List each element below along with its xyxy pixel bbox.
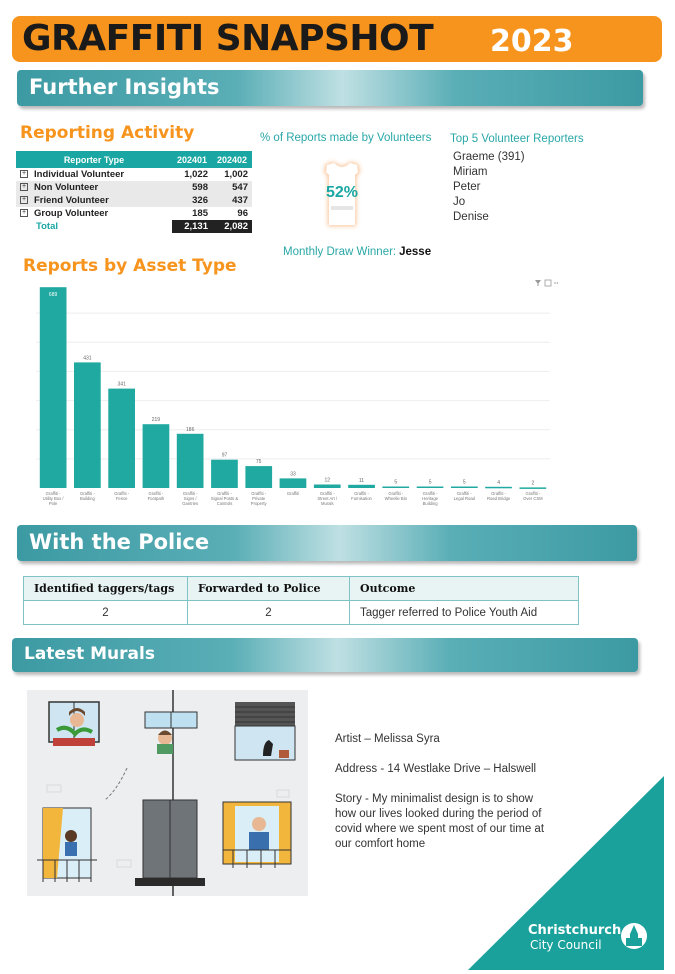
category-label [211, 491, 238, 506]
bar[interactable] [451, 487, 478, 489]
data-label: 2 [531, 480, 535, 487]
category-label-line: Graffiti - [319, 491, 335, 496]
section-with-police-label: With the Police [29, 530, 210, 554]
category-label-line: Building [422, 501, 438, 506]
reporter-type-cell [16, 194, 172, 207]
list-item: Miriam [453, 166, 488, 178]
reporting-activity-heading: Reporting Activity [20, 123, 195, 143]
data-label: 97 [221, 452, 228, 459]
council-logo-line2: City Council [530, 938, 602, 952]
category-label-line: Legal Road [453, 496, 476, 501]
list-item: Peter [453, 181, 481, 193]
category-label-line: Fence [115, 496, 128, 501]
category-label [80, 491, 96, 501]
expand-icon[interactable]: + [21, 209, 27, 217]
bar[interactable] [74, 362, 101, 488]
table-header-row [16, 151, 252, 168]
col-outcome: Outcome [350, 577, 579, 601]
total-value: 2,082 [212, 220, 252, 233]
bar[interactable] [382, 487, 409, 489]
data-label: 11 [358, 477, 365, 484]
category-label-line: Private [252, 496, 266, 501]
category-label [523, 491, 543, 501]
category-label-line: Pole [48, 501, 58, 506]
value-cell: 326 [172, 194, 212, 207]
category-label-line: Graffiti - [456, 491, 472, 496]
mural-image [27, 690, 308, 896]
data-label: 33 [290, 471, 296, 478]
col-identified: Identified taggers/tags [24, 577, 188, 601]
category-label-line: Over CSM [523, 496, 543, 501]
table-header-row [24, 577, 579, 601]
bar[interactable] [348, 485, 375, 488]
expand-icon[interactable]: + [21, 170, 27, 178]
category-label-line: Murals [321, 501, 334, 506]
category-label [454, 491, 476, 501]
category-label-line: Graffiti - [217, 491, 232, 496]
table-row [16, 207, 252, 220]
category-label-line: Graffiti - [491, 491, 507, 496]
category-label-line: Graffiti [286, 491, 300, 496]
page-year: 2023 [490, 24, 574, 59]
section-further-insights [17, 70, 643, 106]
reporter-type-label: Friend Volunteer [34, 195, 109, 206]
category-label-line: Graffiti - [251, 491, 267, 496]
value-cell: 1,002 [224, 169, 248, 180]
monthly-draw-label: Monthly Draw Winner: [283, 246, 397, 258]
table-row [24, 601, 579, 625]
value-cell: 1,022 [184, 169, 208, 180]
category-label-line: Footpath [147, 496, 165, 501]
category-label [487, 491, 511, 501]
category-label-line: Controls [216, 501, 233, 506]
bar[interactable] [211, 460, 238, 488]
data-label: 4 [497, 479, 500, 486]
category-label [351, 491, 372, 501]
monthly-draw-winner: Jesse [399, 246, 432, 258]
col-reporter-type: Reporter Type [16, 151, 172, 168]
category-label-line: Gantries [182, 501, 199, 506]
category-label [148, 491, 165, 501]
category-label-line: Furnisation [351, 496, 372, 501]
category-label-line: Graffiti - [388, 491, 404, 496]
bar[interactable] [40, 287, 67, 488]
category-label [317, 491, 338, 506]
monthly-draw [283, 246, 431, 258]
value-cell: 437 [212, 194, 252, 207]
value-cell: 185 [192, 208, 208, 219]
volunteer-percent-label: % of Reports made by Volunteers [260, 132, 432, 144]
bar[interactable] [280, 478, 307, 488]
volunteer-percent-value: 52% [325, 184, 359, 201]
chart-title: Reports by Asset Type [23, 256, 237, 276]
data-label: 689 [48, 292, 58, 299]
category-label-line: Property [250, 501, 267, 506]
section-latest-murals-label: Latest Murals [24, 644, 155, 664]
data-label: 5 [462, 479, 466, 486]
mural-story: Story - My minimalist design is to show how our lives looked during the period of covid where we spent most of our time at our comfort home [335, 793, 545, 850]
police-table [23, 576, 579, 625]
outcome-value: Tagger referred to Police Youth Aid [350, 601, 579, 625]
table-row [16, 181, 252, 194]
mural-address: Address - 14 Westlake Drive – Halswell [335, 763, 537, 775]
bar[interactable] [417, 487, 444, 489]
reporting-activity-table [16, 151, 252, 233]
category-label-line: Street Art / [317, 496, 338, 501]
forwarded-value: 2 [188, 601, 350, 625]
mural-artist: Artist – Melissa Syra [335, 733, 440, 745]
category-label-line: Graffiti - [79, 491, 95, 496]
category-label [251, 491, 268, 506]
data-label: 186 [186, 426, 195, 433]
category-label-line: Building [79, 496, 95, 501]
identified-value: 2 [24, 601, 188, 625]
category-label-line: Graffiti - [422, 491, 438, 496]
category-label-line: Utility Box / [42, 496, 64, 501]
total-label: Total [36, 221, 58, 232]
more-options-icon[interactable] [554, 282, 558, 284]
bar[interactable] [520, 487, 547, 489]
filter-icon[interactable] [535, 280, 541, 286]
data-label: 431 [83, 355, 92, 362]
data-label: 75 [255, 459, 262, 466]
data-label: 341 [117, 381, 126, 388]
col-202402: 202402 [212, 151, 252, 168]
section-further-insights-label: Further Insights [29, 75, 220, 99]
data-label: 5 [394, 479, 398, 486]
page-title: GRAFFITI SNAPSHOT [22, 18, 434, 59]
data-label: 12 [324, 477, 331, 484]
data-label: 219 [151, 417, 161, 424]
category-label-line: Signs / [183, 496, 197, 501]
council-logo-text [528, 924, 621, 952]
bar[interactable] [143, 424, 170, 488]
section-with-police [17, 525, 637, 561]
category-label [114, 491, 129, 501]
list-item: Graeme (391) [453, 151, 525, 163]
expand-visual-icon[interactable] [545, 280, 551, 286]
bar[interactable] [108, 389, 135, 488]
expand-icon[interactable]: + [21, 196, 27, 204]
reporter-type-cell [16, 181, 172, 194]
col-202401: 202401 [172, 151, 212, 168]
category-label-line: Heritage [422, 496, 439, 501]
category-label-line: Graffiti - [525, 491, 541, 496]
bar[interactable] [245, 466, 272, 488]
category-label-line: Wheelie Bin [384, 496, 407, 501]
table-row [16, 194, 252, 207]
category-label-line: Graffiti - [354, 491, 369, 496]
category-label [422, 491, 438, 506]
category-label-line: Graffiti - [114, 491, 130, 496]
value-cell: 598 [172, 181, 212, 194]
bar[interactable] [485, 487, 512, 489]
expand-icon[interactable]: + [21, 183, 27, 191]
list-item: Jo [453, 196, 466, 208]
asset-type-bar-chart [18, 276, 558, 512]
reporter-type-label: Group Volunteer [34, 208, 109, 219]
category-label-line: Graffiti - [182, 491, 198, 496]
reporter-type-cell [16, 168, 172, 181]
bar[interactable] [177, 434, 204, 488]
category-label-line: Road Bridge [486, 496, 511, 501]
council-logo-line1: Christchurch [528, 923, 622, 938]
list-item: Denise [453, 211, 489, 223]
reporter-type-label: Individual Volunteer [34, 169, 125, 180]
category-label [385, 491, 408, 501]
table-total-row [16, 220, 252, 233]
bar[interactable] [314, 485, 341, 489]
total-value: 2,131 [172, 220, 212, 233]
category-label-line: Graffiti - [148, 491, 164, 496]
cathedral-logo-icon [620, 922, 648, 950]
category-label [287, 491, 299, 496]
category-label-line: Graffiti - [45, 491, 61, 496]
category-label-line: Signal Posts & [210, 496, 239, 501]
data-label: 5 [428, 479, 432, 486]
section-latest-murals [12, 638, 638, 672]
top5-list [453, 150, 525, 225]
reporter-type-label: Non Volunteer [34, 182, 99, 193]
value-cell: 547 [212, 181, 252, 194]
reporter-type-cell [16, 207, 172, 220]
category-label [43, 491, 65, 506]
top5-label: Top 5 Volunteer Reporters [450, 133, 584, 145]
table-row [16, 168, 252, 181]
value-cell: 96 [237, 208, 248, 219]
category-label [182, 491, 198, 506]
col-forwarded: Forwarded to Police [188, 577, 350, 601]
